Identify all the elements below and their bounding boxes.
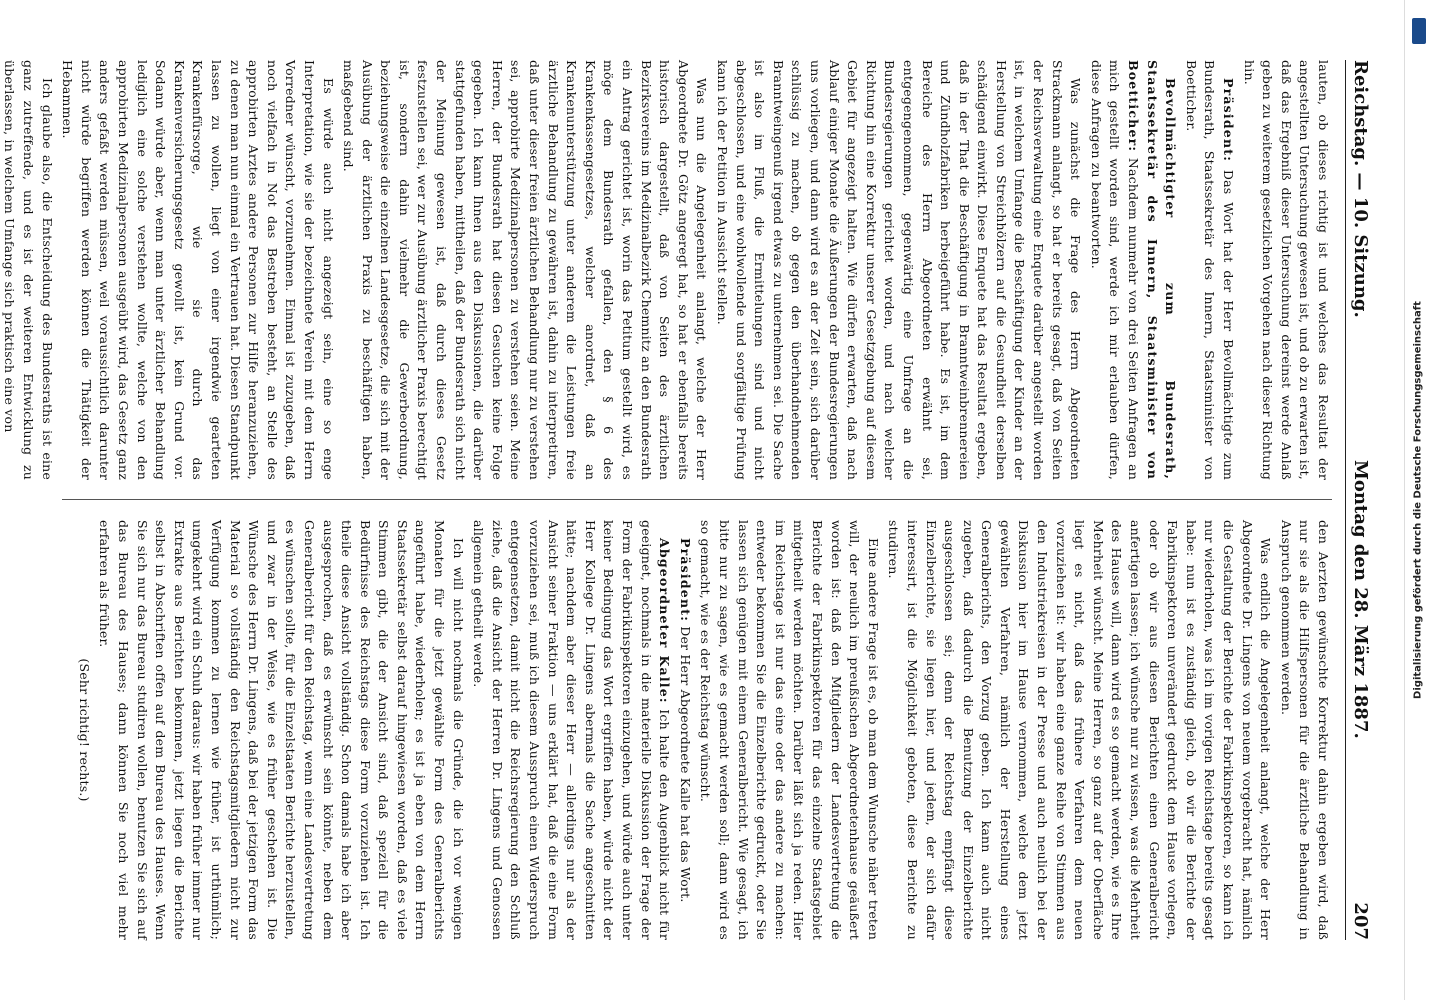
speaker-paragraph (469, 520, 674, 940)
speaker-text: Nachdem nunmehr von drei Seiten Anfragen an mich gestellt worden sind, werde ich mir erlauben dürfen, diese Anfragen zu beantworten. (1088, 60, 1142, 480)
right-column (62, 520, 1332, 940)
header-session: Reichstag. — 10. Sitzung. (1350, 60, 1371, 318)
text-paragraph: Was zunächst die Frage des Herrn Abgeordneten Strackmann anlangt, so hat er bereits gesagt, daß von Seiten der Reichsverwaltung eine Enquete darüber angestellt worden ist, in welchem Umfange die Beschäftigung der Kinder an der Herstellung von Streichhölzern auf die Gesundheit derselben schädigend einwirkt. Diese Enquete hat das Resultat ergeben, daß in der That die Beschäftigung in Branntweinbrennereien und Zündholzfabriken herbeigeführt habe. Es ist, im dem Bereiche des Herrn Abgeordneten erwähnt sei, entgegengenommen, gegenwärtig eine Umfrage an die Bundesregierungen gerichtet worden, und nach welcher Richtung hin eine Korrektur unserer Gesetzgebung auf diesem Gebiet für angezeigt halten. Wie dürfen erwarten, daß nach Ablauf einiger Monate die Äußerungen der Bundesregierungen uns vorliegen, und dann wird es an der Zeit sein, sich darüber schlüssig zu machen, ob gegen den überhandnehmenden Branntweingenuß irgend etwas zu unternehmen sei. Die Sache ist also im Fluß, die Ermittelungen sind und nicht abgeschlossen, und eine wohlwollende und sorgfältige Prüfung kann ich der Petition in Aussicht stellen. (715, 60, 1084, 480)
speaker-text: Ich halte den Augenblick nicht für geeignet, nochmals in die materielle Diskussion der Frage der Form der Fabrikinspektoren einzugehen, und würde auch unter keiner Bedingung das Wort ergriffen haben, würde nicht der Herr Kollege Dr. Lingens abermals die Sache angeschnitten hätte; nachdem aber dieser Herr — allerdings nur als der Ansicht seiner Fraktion — uns erklärt hat, daß die eine Form vorzuziehen sei, muß ich diesem Ausspruch einen Widerspruch entgegensetzen, damit nicht die Reichsregierung den Schluß ziehe, daß die Ansicht der Herren Dr. Lingens und Genossen allgemein getheilt werde. (471, 520, 673, 940)
column-divider (62, 499, 1332, 500)
page-number: 207 (1350, 902, 1371, 940)
speaker-name: Präsident: (1221, 78, 1237, 163)
speaker-text: Der Herr Abgeordnete Kalle hat das Wort. (677, 622, 693, 903)
text-paragraph: lauten, ob dieses richtig ist und welches das Resultat der angestellten Untersuchung gewesen ist, und ob zu erwarten ist, daß das Ergebniß dieser Untersuchung dereinst werde Anlaß geben zu weiterem gesetzlichen Vorgehen nach dieser Richtung hin. (1241, 60, 1331, 480)
text-paragraph: den Aerzten gewünschte Korrektur dahin ergeben wird, daß nur sie als die Hilfspersonen für die ärztliche Behandlung in Anspruch genommen werden. (1278, 520, 1331, 940)
dfg-logo (1412, 18, 1426, 44)
text-paragraph: Was endlich die Angelegenheit anlangt, welche der Herr Abgeordnete Dr. Lingens von neuem vorgebracht hat, nämlich die Gestaltung der Berichte der Fabrikinspektoren, so kann ich nur wiederholen, was ich im vorigen Reichstage bereits gesagt habe: nun ist es zuständig gleich, ob wir die Berichte der Fabrikinspektoren unverändert gedruckt dem Hause vorlegen, oder ob wir aus diesen Berichten einen Generalbericht anfertigen lassen; ich wünsche nur zu wissen, was die Mehrheit des Hauses will, dann wird es so gemacht werden, wie es Ihre Mehrheit wünscht. Meine Herren, so ganz auf der Oberfläche liegt es nicht, daß das frühere Verfahren dem neuen vorzuziehen ist: wir haben eine ganze Reihe von Stimmen aus den Industriekreisen in der Presse und auch neulich bei der Diskussion hier im Hause vernommen, welche dem jetzt gewählten Verfahren, nämlich der Herstellung eines Generalberichts, den Vorzug geben. Ich kann auch nicht zugeben, daß dadurch die Benutzung der Einzelberichte ausgeschlossen sei; denn der Reichstag empfängt diese Einzelberichte, sie liegen hier, und jedem, der sich dafür interessirt, ist die Möglichkeit geboten, diese Berichte zu studiren. (886, 520, 1274, 940)
text-paragraph: Es würde auch nicht angezeigt sein, eine so enge Interpretation, wie sie der bezeichnete Verein mit dem Herrn Vorredner wünscht, vorzunehmen. Einmal ist zuzugeben, daß noch vielfach in Not das Bestreben besteht, an Stelle des approbirten Arztes andere Personen zur Hilfe heranzuziehen, zu denen man nun einmal ein Vertrauen hat. Diesen Standpunkt lassen zu wollen, liegt von einer irgendwie gearteten Krankenfürsorge, wie sie durch das Krankenversicherungsgesetz gewollt ist, kein Grund vor. Sodann würde aber, wenn man unter ärztlicher Behandlung lediglich eine solche verstehen wollte, welche von den approbirten Medizinalpersonen ausgeübt wird, das Gesetz ganz anders gefaßt werden müssen, weil voraussichtlich darunter nicht würde begriffen werden können die Thätigkeit der Hebammen. (60, 60, 336, 480)
speaker-paragraph (675, 520, 694, 940)
speaker-name: Abgeordneter Kalle: (657, 538, 673, 704)
text-paragraph: Ich glaube also, die Entscheidung des Bundesraths ist eine ganz zutreffende, und es ist der weiteren Entwicklung zu überlassen, in welchem Umfange sich praktisch eine von (2, 60, 55, 480)
text-paragraph: (Sehr richtig! rechts.) (76, 658, 92, 802)
text-paragraph: Was nun die Angelegenheit anlangt, welche der Herr Abgeordnete Dr. Götz angeregt hat, so hat er ebenfalls bereits historisch dargestellt, daß von Seiten des ärztlichen Bezirksvereins im Medizinalbezirk Chemnitz an den Bundesrath ein Antrag gerichtet ist, worin das Petitum gestellt wird, es möge dem Bundesrath gefallen, den § 6 des Krankenkassengesetzes, welcher anordnet, daß an Krankenunterstützung unter anderem die Leistungen freie ärztliche Behandlung zu gewähren ist, dahin zu interpretiren, daß unter dieser freien ärztlichen Behandlung nur zu verstehen sei, approbirte Medizinalpersonen zu verstehen seien. Meine Herren, der Bundesrath hat diesen Gesuchen keine Folge gegeben. Ich kann Ihnen aus den Diskussionen, die darüber stattgefunden haben, mittheilen, daß der Bundesrath sich nicht der Meinung gewesen ist, daß durch dieses Gesetz festzustellen sei, wer zur Ausübung ärztlicher Praxis berechtigt ist, sondern dahin vielmehr die Gewerbeordnung, beziehungsweise die einzelnen Landesgesetze, die sich mit der Ausübung der ärztlichen Praxis zu beschäftigen haben, maßgebend sind. (341, 60, 710, 481)
text-paragraph: Ich will nicht nochmals die Gründe, die ich vor wenigen Monaten für die jetzt gewählte Form des Generalberichts angeführt habe, wiederholen; es ist ja eben von dem Herrn Staatssekretär selbst darauf hingewiesen worden, daß es viele Stimmen gibt, die der Ansicht sind, daß speziell für die Bedürfnisse des Reichstags diese Form vorzuziehen ist. Ich theile diese Ansicht vollständig. Schon damals habe ich aber ausgesprochen, daß es erwünscht sein könnte, neben dem Generalbericht für den Reichstag, wenn eine Landesvertretung es wünschen sollte, für die Einzelstaaten Berichte herzustellen, und zwar in der Weise, wie es früher geschehen ist. Die Wünsche des Herrn Dr. Lingens, daß bei der jetzigen Form das Material so vollständig den Reichstagsmitgliedern nicht zur Verfügung kommen zu lernen wie früher, ist urthümlich; umgekehrt wird ein Schuh daraus: wir haben früher immer nur Extrakte aus Berichten bekommen, jetzt liegen die Berichte selbst in Abschriften offen auf dem Bureau des Hauses. Wenn Sie sich nur das Bureau studiren wollen, benutzen Sie sich auf das Bureau des Hauses; dann können Sie noch viel mehr erfahren als früher. (97, 520, 466, 940)
speaker-text: Das Wort hat der Herr Bevollmächtigte zum Bundesrath, Staatssekretär des Innern, Staatsminister von Boetticher. (1183, 60, 1237, 480)
header-date: Montag den 28. März 1887. (1350, 460, 1371, 739)
text-paragraph: Eine andere Frage ist es, ob man dem Wunsche näher treten will, der neulich im preußischen Abgeordnetenhause geäußert worden ist: daß den Mitgliedern der Landesvertretung die Berichte der Fabrikinspektoren für das einzelne Staatsgebiet mitgetheilt werden möchten. Darüber läßt sich ja reden. Hier im Reichstage ist nur das eine oder das andere zu machen: entweder bekommen Sie die Einzelberichte gedruckt, oder Sie lassen sich genügen mit einem Generalbericht. Wie gesagt, ich bitte nur zu sagen, wie es gemacht werden soll; dann wird es so gemacht, wie es der Reichstag wünscht. (698, 520, 881, 940)
speaker-name: Bevollmächtigter zum Bundesrath, Staatssekretär des Innern, Staatsminister von Boetticher: (1126, 60, 1179, 480)
speaker-paragraph (1181, 60, 1237, 480)
speaker-paragraph (1086, 60, 1179, 480)
page-header (1345, 60, 1376, 940)
speaker-name: Präsident: (677, 538, 693, 623)
left-column (2, 60, 1332, 481)
attribution-text: Digitalisierung gefördert durch die Deutsche Forschungsgemeinschaft (1412, 301, 1424, 699)
